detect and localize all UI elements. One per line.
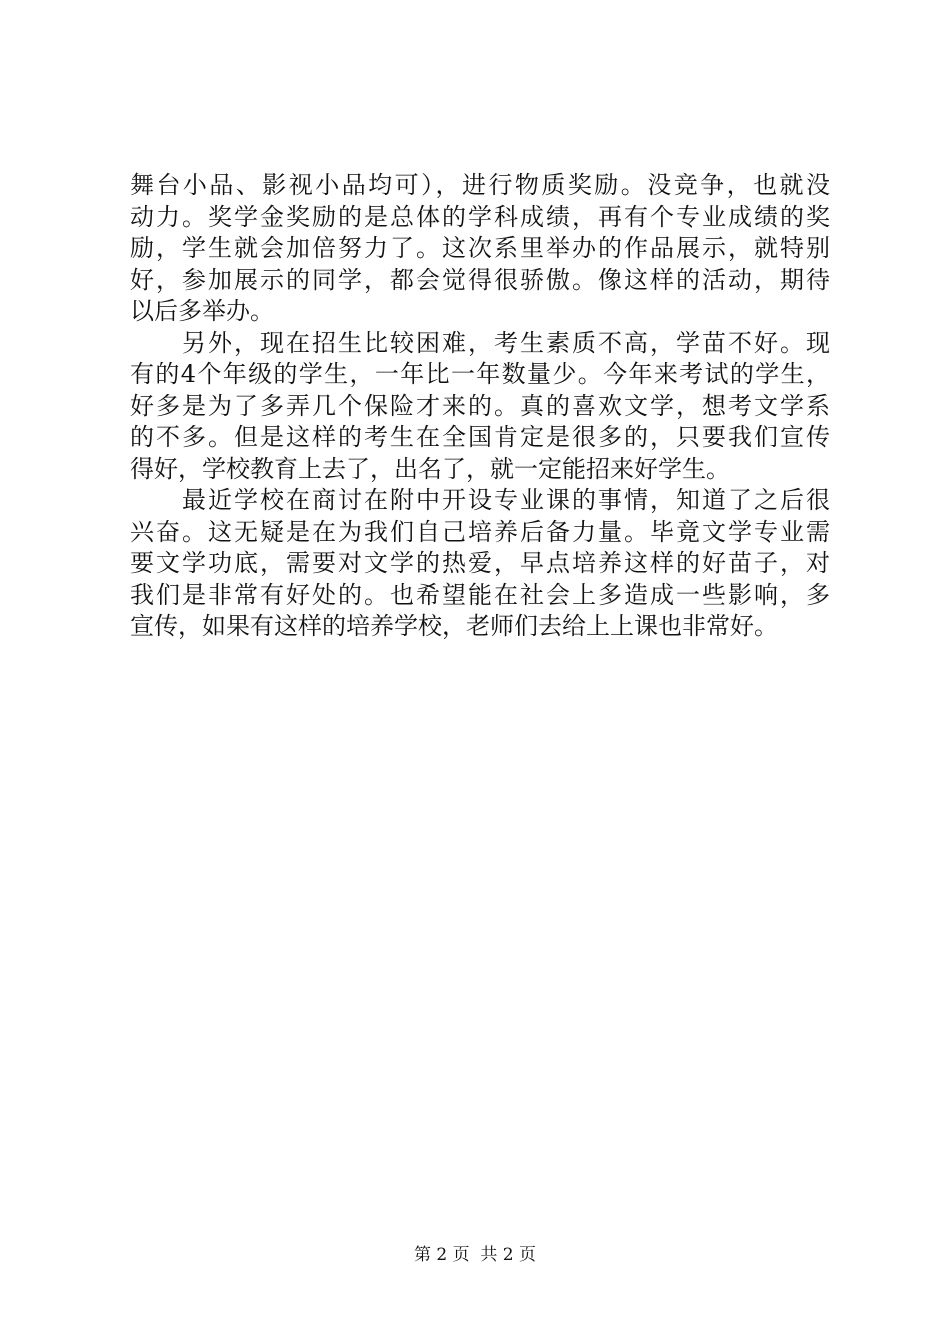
text-line: 我们是非常有好处的。也希望能在社会上多造成一些影响，多	[130, 580, 830, 609]
paragraph-2	[130, 328, 830, 486]
text-line: 另外，现在招生比较困难，考生素质不高，学苗不好。现	[130, 328, 830, 357]
text-line: 要文学功底，需要对文学的热爱，早点培养这样的好苗子，对	[130, 549, 830, 577]
text-line: 有的4个年级的学生，一年比一年数量少。今年来考试的学生，	[130, 360, 830, 388]
text-line: 宣传，如果有这样的培养学校，老师们去给上上课也非常好。	[130, 612, 778, 640]
paragraph-3	[130, 485, 830, 643]
text-line: 兴奋。这无疑是在为我们自己培养后备力量。毕竟文学专业需	[130, 517, 830, 546]
text-line: 好多是为了多弄几个保险才来的。真的喜欢文学，想考文学系	[130, 391, 830, 420]
paragraph-1	[130, 170, 830, 328]
page-number-footer: 第 2 页 共 2 页	[413, 1245, 537, 1265]
text-line: 舞台小品、影视小品均可），进行物质奖励。没竞争，也就没	[130, 171, 830, 199]
text-line: 得好，学校教育上去了，出名了，就一定能招来好学生。	[130, 454, 730, 483]
text-line: 动力。奖学金奖励的是总体的学科成绩，再有个专业成绩的奖	[130, 202, 830, 231]
text-line: 励，学生就会加倍努力了。这次系里举办的作品展示，就特别	[130, 234, 830, 262]
text-line: 好，参加展示的同学，都会觉得很骄傲。像这样的活动，期待	[130, 265, 830, 294]
text-line: 最近学校在商讨在附中开设专业课的事情，知道了之后很	[130, 486, 830, 514]
text-line: 的不多。但是这样的考生在全国肯定是很多的，只要我们宣传	[130, 423, 830, 451]
text-line: 以后多举办。	[130, 297, 274, 325]
document-body	[130, 170, 830, 643]
